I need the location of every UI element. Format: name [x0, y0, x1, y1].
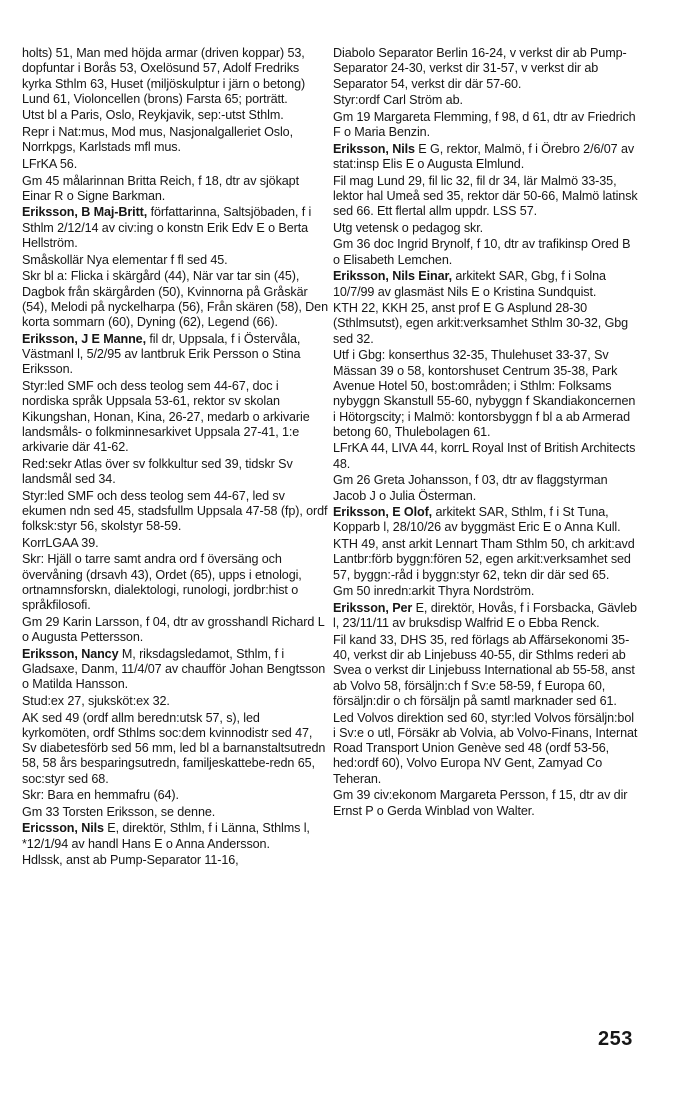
- entry-text: Hdlssk, anst ab Pump-Separator 11-16,: [22, 853, 239, 868]
- entry-paragraph: [333, 584, 639, 599]
- entry-paragraph: [22, 489, 328, 535]
- entry-name: Eriksson, Per: [333, 600, 413, 615]
- entry-text: Styr:ordf Carl Ström ab.: [333, 93, 463, 108]
- entry-heading-paragraph: [333, 269, 639, 300]
- entry-heading-paragraph: [333, 505, 639, 536]
- entry-text: Led Volvos direktion sed 60, styr:led Volvos försäljn:bol i Sv:e o utl, Försäkr ab Volvia, ab Volvo-Finans, Internat Road Transport Union Genève sed 48 (ordf 53-56, hed:ordf 60), Volvo Europa NV Gent, Zamyad Co Teheran.: [333, 710, 638, 786]
- entry-text: holts) 51, Man med höjda armar (driven koppar) 53, dopfuntar i Borås 53, Oxelösund 57, Adolf Fredriks kyrka Sthlm 63, Huset (miljöskulptur i järn o betong) Lund 61, Violoncellen (brons) Farsta 65; porträtt.: [22, 46, 306, 106]
- entry-text: Utg vetensk o pedagog skr.: [333, 220, 484, 235]
- entry-heading-paragraph: [22, 821, 328, 852]
- entry-text: författarinna, Saltsjöbaden, f i Sthlm 2/12/14 av civ:ing o konstn Erik Edv E o Berta Hellström.: [22, 205, 312, 251]
- entry-heading-paragraph: [22, 332, 328, 378]
- entry-text: E, direktör, Sthlm, f i Länna, Sthlms l, *12/1/94 av handl Hans E o Anna Andersson.: [22, 821, 310, 851]
- entry-name: Eriksson, J E Manne,: [22, 331, 146, 346]
- entry-paragraph: [333, 46, 639, 92]
- entry-paragraph: [333, 633, 639, 709]
- entry-paragraph: [22, 125, 328, 156]
- entry-text: Fil kand 33, DHS 35, red förlags ab Affärsekonomi 35-40, verkst dir ab Linjebuss 40-55, dir Sthlms rederi ab Svea o verkst dir Linjebuss International ab 55-58, anst ab Volvo 58, försäljn:ch f Sv:e 58-59, f Europa 60, försäljn:dir o ch försäljn på samtl marknader sed 61.: [333, 632, 635, 708]
- entry-text: KTH 22, KKH 25, anst prof E G Asplund 28-30 (Sthlmsutst), egen arkit:verksamhet Sthlm 30-32, Gbg sed 32.: [333, 301, 629, 346]
- entry-text: AK sed 49 (ordf allm beredn:utsk 57, s), led kyrkomöten, ordf Sthlms soc:dem kvinnodistr sed 47, Sv diabetesförb sed 56 mm, led bl a barnanstaltsutredn 58, 58 års besparingsutredn, familjeskattebe-redn 65, soc:styr sed 68.: [22, 710, 326, 786]
- entry-text: Stud:ex 27, sjuksköt:ex 32.: [22, 693, 170, 708]
- entry-text: Red:sekr Atlas över sv folkkultur sed 39, tidskr Sv landsmål sed 34.: [22, 456, 293, 486]
- entry-text: arkitekt SAR, Sthlm, f i St Tuna, Kopparb l, 28/10/26 av byggmäst Eric E o Anna Kull.: [333, 505, 621, 535]
- entry-text: Utst bl a Paris, Oslo, Reykjavik, sep:-utst Sthlm.: [22, 108, 284, 123]
- entry-paragraph: [22, 711, 328, 787]
- entry-paragraph: [333, 711, 639, 787]
- entry-paragraph: [22, 615, 328, 646]
- entry-text: Skr: Bara en hemmafru (64).: [22, 788, 179, 803]
- entry-paragraph: [333, 441, 639, 472]
- entry-paragraph: [333, 301, 639, 347]
- entry-text: Gm 33 Torsten Eriksson, se denne.: [22, 804, 216, 819]
- entry-text: E, direktör, Hovås, f i Forsbacka, Gävleb l, 23/11/11 av bruksdisp Walfrid E o Ebba Renck.: [333, 600, 637, 631]
- entry-text: Gm 29 Karin Larsson, f 04, dtr av grosshandl Richard L o Augusta Pettersson.: [22, 614, 325, 645]
- entry-paragraph: [22, 788, 328, 803]
- entry-text: Småskollär Nya elementar f fl sed 45.: [22, 252, 228, 267]
- entry-text: fil dr, Uppsala, f i Östervåla, Västmanl l, 5/2/95 av lantbruk Erik Persson o Stina Eriksson.: [22, 331, 301, 377]
- entry-paragraph: [22, 853, 328, 868]
- entry-paragraph: [22, 253, 328, 268]
- entry-paragraph: [333, 93, 639, 108]
- entry-text: KorrLGAA 39.: [22, 535, 99, 550]
- entry-paragraph: [22, 46, 328, 107]
- entry-paragraph: [333, 348, 639, 440]
- entry-paragraph: [333, 174, 639, 220]
- entry-paragraph: [22, 269, 328, 330]
- entry-text: M, riksdagsledamot, Sthlm, f i Gladsaxe, Danm, 11/4/07 av chaufför Johan Bengtsson o Matilda Hansson.: [22, 646, 326, 692]
- entry-name: Eriksson, Nancy: [22, 646, 119, 661]
- entry-heading-paragraph: [333, 142, 639, 173]
- entry-heading-paragraph: [22, 205, 328, 251]
- entry-text: arkitekt SAR, Gbg, f i Solna 10/7/99 av glasmäst Nils E o Kristina Sundquist.: [333, 269, 606, 299]
- entry-text: Skr: Hjäll o tarre samt andra ord f översäng och övervåning (drsavh 43), Ordet (65), upps i etnologi, ortnamnsforskn, dialektologi, runologi, jordbr:hist o språkfilosofi.: [22, 552, 302, 613]
- entry-paragraph: [22, 552, 328, 613]
- entry-text: Skr bl a: Flicka i skärgård (44), När var tar sin (45), Dagbok från skärgården (50), Kvinnorna på Gråskär (54), Melodi på nyckelharpa (56), Från skären (58), Den korta sommarn (60), Dyning (62), Legend (66).: [22, 269, 328, 330]
- entry-name: Eriksson, Nils Einar,: [333, 269, 452, 284]
- entry-text: Diabolo Separator Berlin 16-24, v verkst dir ab Pump-Separator 24-30, verkst dir 31-57, v verkst dir ab Separator 54, verkst dir där 57-60.: [333, 46, 627, 91]
- entry-text: Gm 19 Margareta Flemming, f 98, d 61, dtr av Friedrich F o Maria Benzin.: [333, 109, 636, 140]
- entry-text: LFrKA 56.: [22, 156, 78, 171]
- entry-heading-paragraph: [22, 647, 328, 693]
- entry-paragraph: [333, 221, 639, 236]
- entry-paragraph: [22, 108, 328, 123]
- page-number: 253: [598, 1028, 633, 1050]
- entry-paragraph: [22, 379, 328, 455]
- entry-paragraph: [22, 805, 328, 820]
- entry-text: E G, rektor, Malmö, f i Örebro 2/6/07 av stat:insp Elis E o Augusta Elmlund.: [333, 141, 635, 171]
- entry-text: LFrKA 44, LIVA 44, korrL Royal Inst of British Architects 48.: [333, 441, 636, 471]
- entry-text: Repr i Nat:mus, Mod mus, Nasjonalgalleriet Oslo, Norrkpgs, Karlstads mfl mus.: [22, 125, 293, 155]
- entry-name: Ericsson, Nils: [22, 821, 104, 836]
- entry-paragraph: [22, 157, 328, 172]
- entry-name: Eriksson, B Maj-Britt,: [22, 205, 148, 220]
- entry-name: Eriksson, Nils: [333, 141, 415, 156]
- entry-paragraph: [22, 457, 328, 488]
- entry-text: Gm 45 målarinnan Britta Reich, f 18, dtr av sjökapt Einar R o Signe Barkman.: [22, 173, 299, 203]
- entry-paragraph: [333, 537, 639, 583]
- entry-text: Gm 26 Greta Johansson, f 03, dtr av flaggstyrman Jacob J o Julia Österman.: [333, 473, 608, 503]
- entry-paragraph: [333, 788, 639, 819]
- entry-paragraph: [333, 237, 639, 268]
- entry-text: Gm 36 doc Ingrid Brynolf, f 10, dtr av trafikinsp Ored B o Elisabeth Lemchen.: [333, 237, 631, 267]
- entry-paragraph: [333, 473, 639, 504]
- entry-paragraph: [22, 694, 328, 709]
- left-column: [22, 46, 328, 870]
- entry-name: Eriksson, E Olof,: [333, 505, 433, 520]
- entry-text: Utf i Gbg: konserthus 32-35, Thulehuset 33-37, Sv Mässan 39 o 58, kontorshuset Centrum 35-38, Park Avenue Hotel 50, bost:områden; i Sthlm: Folksams nybyggn Skanstull 55-60, nybyggn f Skandiakoncernen i Hötorgscity; i Malmö: kontorsbyggn f bl a ab Armerad betong 60, Thulebolagen 61.: [333, 348, 636, 439]
- entry-paragraph: [333, 110, 639, 141]
- entry-heading-paragraph: [333, 601, 639, 632]
- entry-text: Fil mag Lund 29, fil lic 32, fil dr 34, lär Malmö 33-35, lektor hal Umeå sed 35, rektor där 50-66, Malmö latinsk sed 66. Ett flertal allm uppdr. LSS 57.: [333, 173, 638, 219]
- entry-paragraph: [22, 174, 328, 205]
- right-column: [333, 46, 639, 820]
- entry-text: Styr:led SMF och dess teolog sem 44-67, led sv ekumen ndn sed 45, stadsfullm Uppsala 47-58 (fp), ordf folksk:styr 56, skolstyr 58-59.: [22, 488, 328, 534]
- entry-text: KTH 49, anst arkit Lennart Tham Sthlm 50, ch arkit:avd Lantbr:förb byggn:fören 52, egen arkit:verksamhet sed 57, byggn:-råd i byggn:styr 62, tekn dir där sed 65.: [333, 537, 635, 582]
- entry-text: Styr:led SMF och dess teolog sem 44-67, doc i nordiska språk Uppsala 53-61, rektor sv skolan Kikungshan, Honan, Kina, 26-27, medarb o arkivarie landsmåls- o folkminnesarkivet Uppsala 27-41, 1:e arkivarie där 41-62.: [22, 378, 310, 455]
- entry-text: Gm 39 civ:ekonom Margareta Persson, f 15, dtr av dir Ernst P o Gerda Winblad von Walter.: [333, 788, 628, 818]
- entry-paragraph: [22, 536, 328, 551]
- entry-text: Gm 50 inredn:arkit Thyra Nordström.: [333, 584, 535, 599]
